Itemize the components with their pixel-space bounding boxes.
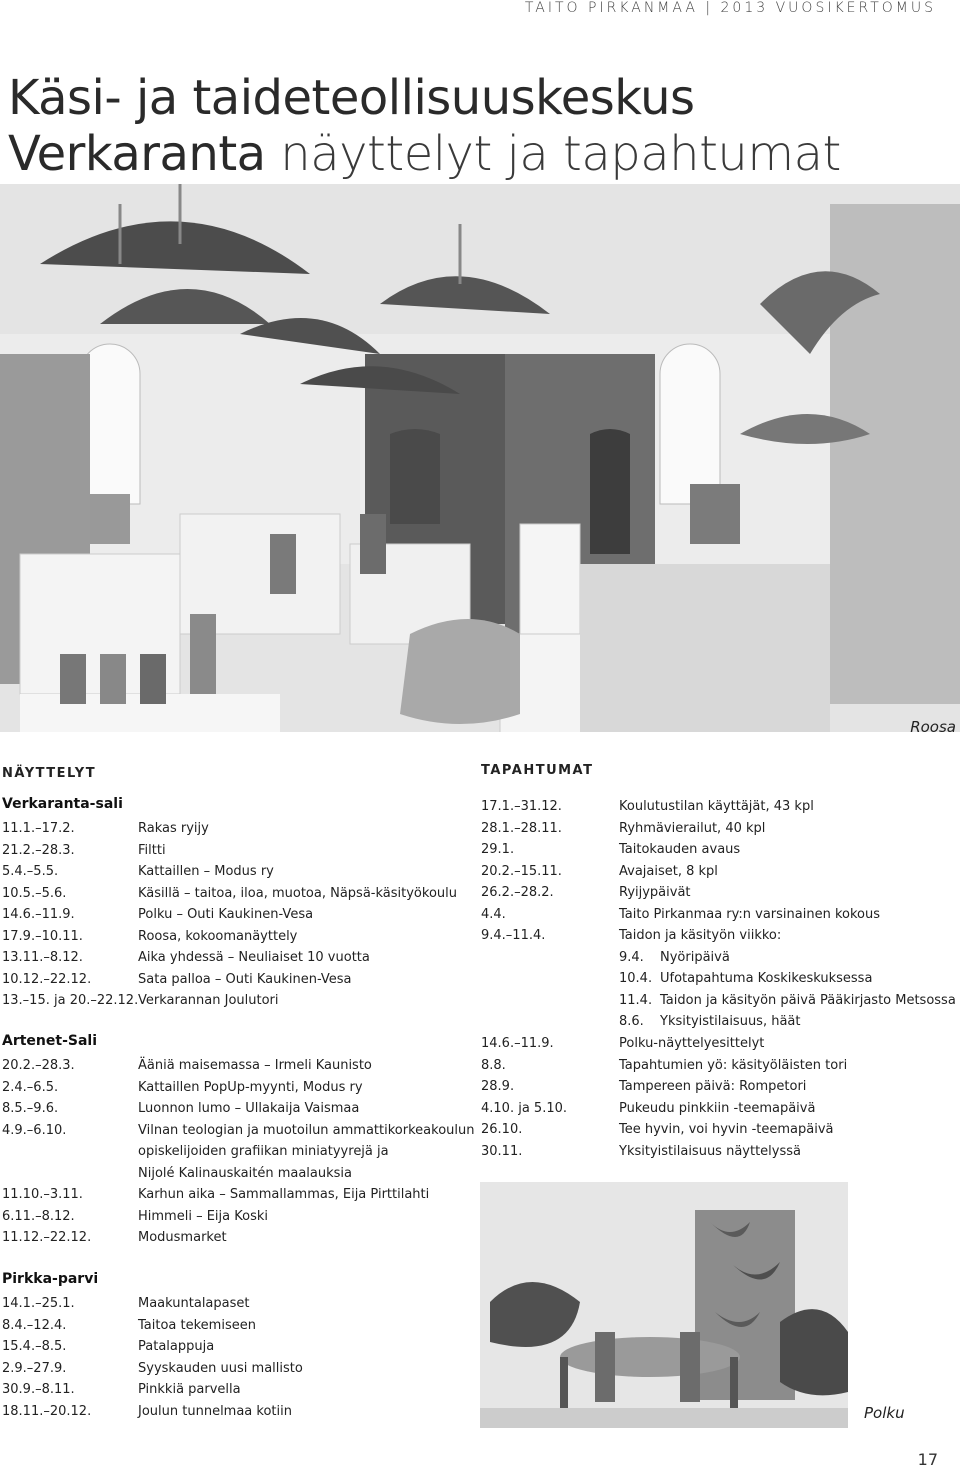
item-date: 4.4. (481, 906, 506, 922)
hero-photo (0, 184, 960, 732)
item-date: 2.9.–27.9. (2, 1360, 67, 1376)
subitem-date: 9.4. (619, 949, 644, 965)
item-date: 29.1. (481, 842, 515, 857)
item-text: Taitokauden avaus (619, 842, 741, 857)
item-text: Kattaillen PopUp-myynti, Modus ry (138, 1079, 363, 1095)
item-date: 21.2.–28.3. (2, 842, 75, 858)
group-heading-artenet-sali: Artenet-Sali (2, 1033, 98, 1049)
item-date: 5.4.–5.5. (2, 864, 59, 879)
subitem-text: Taidon ja käsityön päivä Pääkirjasto Metsossa (660, 992, 956, 1008)
item-text: Ryhmävierailut, 40 kpl (619, 820, 766, 836)
group-heading-verkaranta-sali: Verkaranta-sali (2, 796, 123, 812)
item-date: 15.4.–8.5. (2, 1339, 67, 1354)
subitem-date: 11.4. (619, 992, 653, 1008)
item-text: Tapahtumien yö: käsityöläisten tori (619, 1057, 848, 1073)
item-text: Luonnon lumo – Ullakaija Vaismaa (138, 1101, 360, 1116)
item-text: Aika yhdessä – Neuliaiset 10 vuotta (138, 950, 370, 965)
item-text: Kattaillen – Modus ry (138, 864, 274, 879)
item-text: Maakuntalapaset (138, 1296, 250, 1311)
item-date: 28.1.–28.11. (481, 820, 562, 836)
item-text: Ääniä maisemassa – Irmeli Kaunisto (138, 1058, 372, 1073)
item-date: 4.9.–6.10. (2, 1122, 67, 1138)
item-date: 8.8. (481, 1057, 506, 1073)
subitem-text: Nyöripäivä (660, 949, 730, 965)
item-text: Modusmarket (138, 1230, 227, 1245)
item-date: 4.10. ja 5.10. (481, 1100, 567, 1116)
title-line-2-bold: Verkaranta (8, 126, 266, 182)
item-text: Vilnan teologian ja muotoilun ammattikorkeakoulun (138, 1122, 475, 1138)
item-text: Yksityistilaisuus näyttelyssä (619, 1143, 801, 1159)
title-line-1: Käsi- ja taideteollisuuskeskus (8, 70, 695, 126)
item-text: Tee hyvin, voi hyvin -teemapäivä (619, 1122, 834, 1137)
subitem-date: 8.6. (619, 1014, 644, 1029)
item-date: 20.2.–28.3. (2, 1058, 75, 1073)
subitem-text: Yksityistilaisuus, häät (660, 1014, 801, 1029)
item-date: 10.12.–22.12. (2, 971, 92, 987)
item-text: Sata palloa – Outi Kaukinen-Vesa (138, 971, 352, 987)
item-date: 26.2.–28.2. (481, 885, 554, 900)
item-text: Verkarannan Joulutori (138, 993, 279, 1008)
polku-photo-illustration (480, 1182, 848, 1428)
group-heading-pirkka-parvi: Pirkka-parvi (2, 1271, 99, 1287)
item-date: 28.9. (481, 1079, 515, 1094)
item-date: 2.4.–6.5. (2, 1079, 59, 1095)
item-text: Taitoa tekemiseen (138, 1317, 256, 1333)
hero-photo-illustration (0, 184, 960, 732)
item-text: Avajaiset, 8 kpl (619, 863, 718, 879)
item-date: 17.1.–31.12. (481, 799, 562, 814)
exhibitions-heading: NÄYTTELYT (2, 766, 97, 781)
item-date: 11.1.–17.2. (2, 821, 75, 836)
page-number: 17 (917, 1450, 938, 1469)
item-text: Syyskauden uusi mallisto (138, 1360, 303, 1376)
item-date: 6.11.–8.12. (2, 1208, 75, 1224)
item-date: 9.4.–11.4. (481, 928, 546, 943)
item-date: 10.5.–5.6. (2, 885, 67, 901)
running-header: TAITO PIRKANMAA | 2013 VUOSIKERTOMUS (524, 0, 936, 16)
polku-photo (480, 1182, 848, 1428)
item-date: 13.–15. ja 20.–22.12. (2, 993, 139, 1008)
item-date: 8.5.–9.6. (2, 1101, 59, 1116)
item-text: Himmeli – Eija Koski (138, 1208, 268, 1224)
polku-photo-caption: Polku (864, 1404, 905, 1422)
subitem-text: Ufotapahtuma Koskikeskuksessa (660, 971, 873, 986)
item-date: 26.10. (481, 1122, 523, 1137)
item-text: Käsillä – taitoa, iloa, muotoa, Näpsä-käsityökoulu (138, 885, 457, 901)
item-text: Rakas ryijy (138, 821, 209, 836)
title-line-2-light: näyttelyt ja tapahtumat (265, 126, 841, 182)
title-line-2 (8, 126, 841, 182)
item-text: Ryijypäivät (619, 885, 691, 900)
item-text: opiskelijoiden grafiikan miniatyyrejä ja (138, 1144, 389, 1159)
item-text: Filtti (138, 842, 166, 858)
item-date: 11.12.–22.12. (2, 1230, 92, 1245)
page-title (8, 70, 841, 182)
item-text: Pinkkiä parvella (138, 1382, 241, 1397)
item-text: Joulun tunnelmaa kotiin (138, 1403, 292, 1419)
item-text: Roosa, kokoomanäyttely (138, 928, 298, 944)
hero-photo-caption: Roosa (910, 718, 956, 736)
item-date: 30.9.–8.11. (2, 1382, 75, 1397)
item-date: 14.6.–11.9. (481, 1036, 554, 1051)
item-date: 11.10.–3.11. (2, 1187, 83, 1202)
item-text: Polku-näyttelyesittelyt (619, 1036, 765, 1051)
item-text: Taito Pirkanmaa ry:n varsinainen kokous (619, 906, 881, 922)
subitem-date: 10.4. (619, 971, 653, 986)
events-heading: TAPAHTUMAT (481, 763, 594, 778)
item-text: Polku – Outi Kaukinen-Vesa (138, 907, 314, 922)
item-date: 30.11. (481, 1143, 523, 1159)
item-date: 13.11.–8.12. (2, 950, 83, 965)
item-date: 8.4.–12.4. (2, 1317, 67, 1333)
item-text: Nijolé Kalinauskaitén maalauksia (138, 1165, 352, 1181)
item-text: Patalappuja (138, 1339, 215, 1354)
item-text: Koulutustilan käyttäjät, 43 kpl (619, 799, 814, 814)
item-text: Taidon ja käsityön viikko: (619, 928, 782, 943)
item-text: Karhun aika – Sammallammas, Eija Pirttilahti (138, 1187, 430, 1202)
item-text: Tampereen päivä: Rompetori (619, 1079, 807, 1094)
item-text: Pukeudu pinkkiin -teemapäivä (619, 1100, 816, 1116)
item-date: 14.6.–11.9. (2, 907, 75, 922)
item-date: 20.2.–15.11. (481, 863, 562, 879)
item-date: 14.1.–25.1. (2, 1296, 75, 1311)
item-date: 18.11.–20.12. (2, 1403, 92, 1419)
item-date: 17.9.–10.11. (2, 928, 83, 944)
